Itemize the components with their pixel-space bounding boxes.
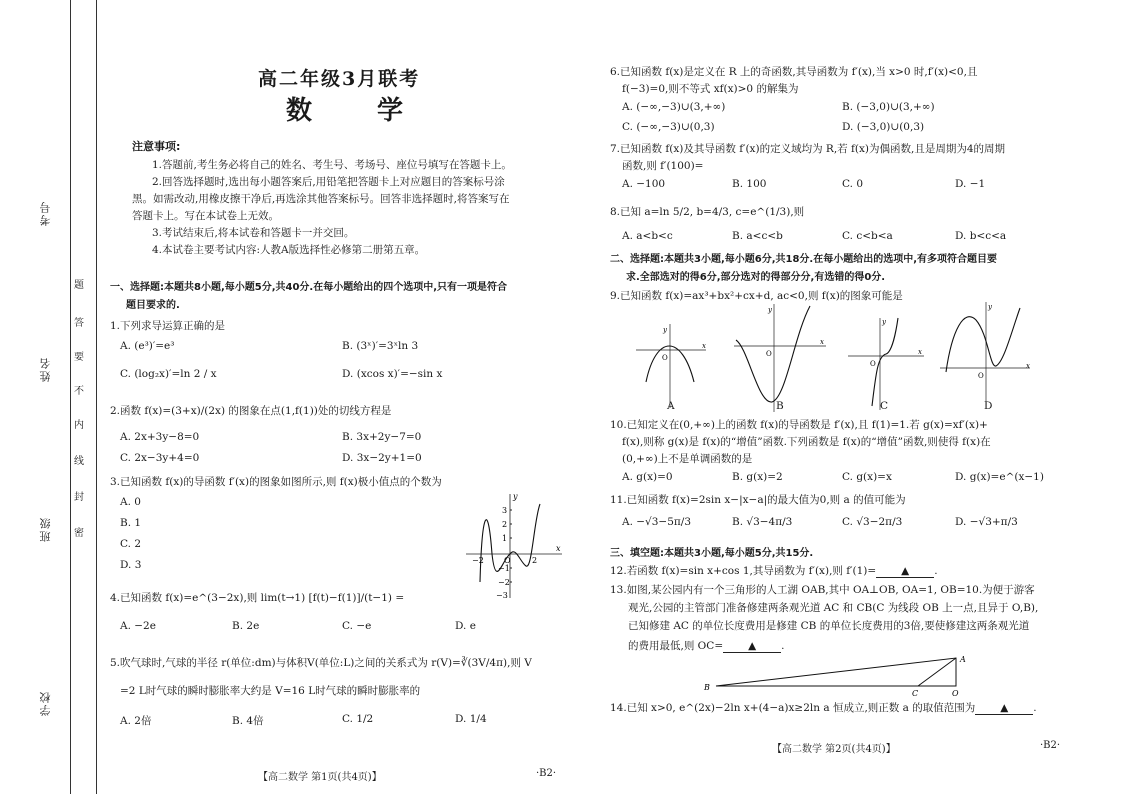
q4-option-d: D. e (455, 620, 476, 632)
exam-title: 高二年级3月联考 (258, 68, 421, 90)
section2-line1: 二、选择题:本题共3小题,每小题6分,共18分.在每小题给出的选项中,有多项符合题目要 (610, 254, 998, 265)
binding-char: 封 (74, 492, 84, 503)
binding-char: 要 (74, 352, 84, 363)
q9-label-a: A (667, 400, 675, 412)
q9-axis-y: y (663, 326, 667, 334)
q9-label-b: B (776, 400, 784, 412)
q9-axis-x: x (702, 342, 706, 350)
seal-line (70, 0, 71, 794)
tick-label: 3 (502, 506, 508, 515)
y-axis-label: y (513, 492, 518, 501)
q9-axis-x: x (820, 338, 824, 346)
tick-label: 1 (502, 534, 508, 543)
q11-stem: 11.已知函数 f(x)=2sin x−|x−a|的最大值为0,则 a 的值可能为 (610, 494, 906, 506)
q7-line2: 函数,则 f′(100)= (622, 160, 704, 172)
q4-option-c: C. −e (342, 620, 372, 632)
binding-char: 不 (74, 386, 84, 397)
q3-option-a: A. 0 (120, 496, 141, 508)
binding-char: 答 (74, 318, 84, 329)
q2-stem: 2.函数 f(x)=(3+x)/(2x) 的图象在点(1,f(1))处的切线方程是 (110, 405, 392, 417)
q4-option-b: B. 2e (232, 620, 260, 632)
note-line: 3.考试结束后,将本试卷和答题卡一并交回。 (152, 227, 355, 239)
q9-graph-b (732, 300, 828, 414)
q9-graph-c (846, 312, 928, 412)
q11-option-c: C. √3−2π/3 (842, 516, 903, 528)
q8-stem: 8.已知 a=ln 5/2, b=4/3, c=e^(1/3),则 (610, 206, 805, 218)
q9-axis-x: x (918, 348, 922, 356)
binding-margin (0, 0, 98, 794)
q11-option-a: A. −√3−5π/3 (622, 516, 692, 528)
q7-option-d: D. −1 (955, 178, 986, 190)
tick-label: −2 (472, 556, 484, 565)
q2-option-a: A. 2x+3y−8=0 (120, 431, 200, 443)
q4-stem: 4.已知函数 f(x)=e^(3−2x),则 lim(t→1) [f(t)−f(1)]/(t−1) = (110, 592, 405, 604)
q4-option-a: A. −2e (120, 620, 156, 632)
q7-option-b: B. 100 (732, 178, 767, 190)
q10-option-a: A. g(x)=0 (622, 471, 673, 483)
q8-option-b: B. a<c<b (732, 230, 783, 242)
q12-stem: 12.若函数 f(x)=sin x+cos 1,其导函数为 f′(x),则 f′(1)= (610, 565, 877, 577)
binding-char: 题 (74, 280, 84, 291)
q8-option-a: A. a<b<c (622, 230, 673, 242)
q9-axis-y: y (882, 318, 886, 326)
q1-option-a: A. (e³)′=e³ (120, 340, 175, 352)
q10-option-b: B. g(x)=2 (732, 471, 783, 483)
q7-option-a: A. −100 (622, 178, 666, 190)
answer-blank[interactable]: ▲ (975, 702, 1033, 715)
q9-stem: 9.已知函数 f(x)=ax³+bx²+cx+d, ac<0,则 f(x)的图象可能是 (610, 290, 903, 302)
note-line: 4.本试卷主要考试内容:人教A版选择性必修第二册第五章。 (152, 244, 426, 256)
q9-axis-y: y (988, 303, 992, 311)
q13-line3: 已知修建 AC 的单位长度费用是修建 CB 的单位长度费用的3倍,要使修建这两条观光道 (628, 620, 1030, 632)
q13-stem: 的费用最低,则 OC= (628, 640, 724, 652)
q3-derivative-graph (462, 490, 566, 600)
name-label: 姓名 (39, 356, 52, 382)
section1-line1: 一、选择题:本题共8小题,每小题5分,共40分.在每小题给出的四个选项中,只有一项是符合 (110, 282, 508, 293)
point-a: A (960, 655, 966, 664)
tick-label: −3 (496, 591, 508, 600)
triangle-oab (716, 658, 956, 686)
q13-line1: 13.如图,某公园内有一个三角形的人工湖 OAB,其中 OA⊥OB, OA=1, OB=10.为便于游客 (610, 584, 1035, 596)
x-axis-label: x (556, 544, 561, 553)
q3-stem: 3.已知函数 f(x)的导函数 f′(x)的图象如图所示,则 f(x)极小值点的个数为 (110, 476, 442, 488)
q3-option-b: B. 1 (120, 517, 142, 529)
q2-option-d: D. 3x−2y+1=0 (342, 452, 422, 464)
q9-origin: O (662, 354, 668, 362)
q5-option-a: A. 2倍 (120, 715, 152, 727)
q8-option-c: C. c<b<a (842, 230, 893, 242)
q5-option-d: D. 1/4 (455, 713, 487, 725)
q5-line1: 5.吹气球时,气球的半径 r(单位:dm)与体积V(单位:L)之间的关系式为 r(V)=∛(3V/4π),则 V (110, 657, 532, 669)
notes-heading: 注意事项: (132, 140, 181, 153)
q11-option-d: D. −√3+π/3 (955, 516, 1018, 528)
section3-line: 三、填空题:本题共3小题,每小题5分,共15分. (610, 548, 814, 559)
answer-blank[interactable]: ▲ (723, 640, 781, 653)
q10-option-d: D. g(x)=e^(x−1) (955, 471, 1044, 483)
q2-option-b: B. 3x+2y−7=0 (342, 431, 422, 443)
q5-option-c: C. 1/2 (342, 713, 374, 725)
school-label: 学校 (39, 690, 52, 716)
q1-option-b: B. (3ˣ)′=3ˣln 3 (342, 340, 419, 352)
q9-origin: O (870, 360, 876, 368)
q10-line1: 10.已知定义在(0,+∞)上的函数 f(x)的导函数是 f′(x),且 f(1)=1.若 g(x)=xf′(x)+ (610, 419, 988, 431)
q13-line4: 的费用最低,则 OC= ▲ . (628, 640, 785, 652)
q11-option-b: B. √3−4π/3 (732, 516, 793, 528)
q12-line: 12.若函数 f(x)=sin x+cos 1,其导函数为 f′(x),则 f′(1)= ▲ . (610, 565, 938, 577)
binding-char: 密 (74, 528, 84, 539)
footer-left-text: 【高二数学 第1页(共4页)】 (258, 772, 382, 783)
tick-label: −1 (498, 564, 510, 573)
note-line: 答题卡上。写在本试卷上无效。 (132, 210, 279, 222)
q10-line3: (0,+∞)上不是单调函数的是 (622, 453, 753, 465)
q13-triangle-figure (700, 650, 980, 698)
q6-option-c: C. (−∞,−3)∪(0,3) (622, 121, 715, 133)
q7-option-c: C. 0 (842, 178, 864, 190)
q6-line2: f(−3)=0,则不等式 xf(x)>0 的解集为 (622, 83, 799, 95)
section2-line2: 求.全部选对的得6分,部分选对的得部分分,有选错的得0分. (626, 272, 886, 283)
footer-right-code: ·B2· (1040, 740, 1061, 751)
q3-option-d: D. 3 (120, 559, 142, 571)
q9-axis-x: x (1026, 362, 1030, 370)
q5-option-b: B. 4倍 (232, 715, 264, 727)
tick-label: 2 (502, 520, 508, 529)
margin-border (96, 0, 97, 794)
q6-option-b: B. (−3,0)∪(3,+∞) (842, 101, 935, 113)
q6-option-a: A. (−∞,−3)∪(3,+∞) (622, 101, 726, 113)
point-b: B (704, 683, 710, 692)
answer-blank[interactable]: ▲ (876, 565, 934, 578)
q13-line2: 观光,公园的主管部门准备修建两条观光道 AC 和 CB(C 为线段 OB 上一点,且异于 O,B), (628, 602, 1039, 614)
q14-stem: 14.已知 x>0, e^(2x)−2ln x+(4−a)x≥2ln a 恒成立,则正数 a 的取值范围为 (610, 702, 976, 714)
note-line: 1.答题前,考生务必将自己的姓名、考生号、考场号、座位号填写在答题卡上。 (152, 159, 512, 171)
q3-option-c: C. 2 (120, 538, 142, 550)
q9-origin: O (766, 350, 772, 358)
q14-line: 14.已知 x>0, e^(2x)−2ln x+(4−a)x≥2ln a 恒成立,则正数 a 的取值范围为 ▲ . (610, 702, 1037, 714)
footer-right-text: 【高二数学 第2页(共4页)】 (772, 744, 896, 755)
q9-graph-a (632, 304, 712, 414)
q9-graph-d (938, 300, 1034, 412)
binding-char: 线 (74, 456, 84, 467)
q6-option-d: D. (−3,0)∪(0,3) (842, 121, 925, 133)
q8-option-d: D. b<c<a (955, 230, 1007, 242)
q10-option-c: C. g(x)=x (842, 471, 892, 483)
q5-line2: =2 L时气球的瞬时膨胀率大约是 V=16 L时气球的瞬时膨胀率的 (120, 685, 421, 697)
subject-title: 数 学 (286, 96, 432, 126)
class-label: 班级 (39, 516, 52, 542)
note-line: 2.回答选择题时,选出每小题答案后,用铅笔把答题卡上对应题目的答案标号涂 (152, 176, 505, 188)
footer-left-code: ·B2· (536, 768, 557, 779)
tick-label: −2 (498, 578, 510, 587)
q2-option-c: C. 2x−3y+4=0 (120, 452, 200, 464)
q6-line1: 6.已知函数 f(x)是定义在 R 上的奇函数,其导函数为 f′(x),当 x>0 时,f′(x)<0,且 (610, 66, 978, 78)
q10-line2: f(x),则称 g(x)是 f(x)的“增值”函数.下列函数是 f(x)的“增值”函数,则使得 f(x)在 (622, 436, 991, 448)
origin-label: O (504, 556, 511, 565)
q9-label-d: D (984, 400, 993, 412)
q9-axis-y: y (768, 306, 772, 314)
note-line: 黑。如需改动,用橡皮擦干净后,再选涂其他答案标号。回答非选择题时,将答案写在 (132, 193, 510, 205)
q1-option-c: C. (log₂x)′=ln 2 / x (120, 368, 217, 380)
tick-label: 2 (532, 556, 538, 565)
q9-label-c: C (880, 400, 889, 412)
binding-char: 内 (74, 420, 84, 431)
q9-origin: O (978, 372, 984, 380)
point-o: O (952, 689, 959, 698)
point-c: C (912, 689, 919, 698)
q1-stem: 1.下列求导运算正确的是 (110, 320, 226, 332)
exam-number-label: 考号 (39, 200, 52, 226)
section1-line2: 题目要求的. (126, 300, 180, 311)
q7-line1: 7.已知函数 f(x)及其导函数 f′(x)的定义域均为 R,若 f(x)为偶函数,且是周期为4的周期 (610, 143, 1006, 155)
q1-option-d: D. (xcos x)′=−sin x (342, 368, 443, 380)
